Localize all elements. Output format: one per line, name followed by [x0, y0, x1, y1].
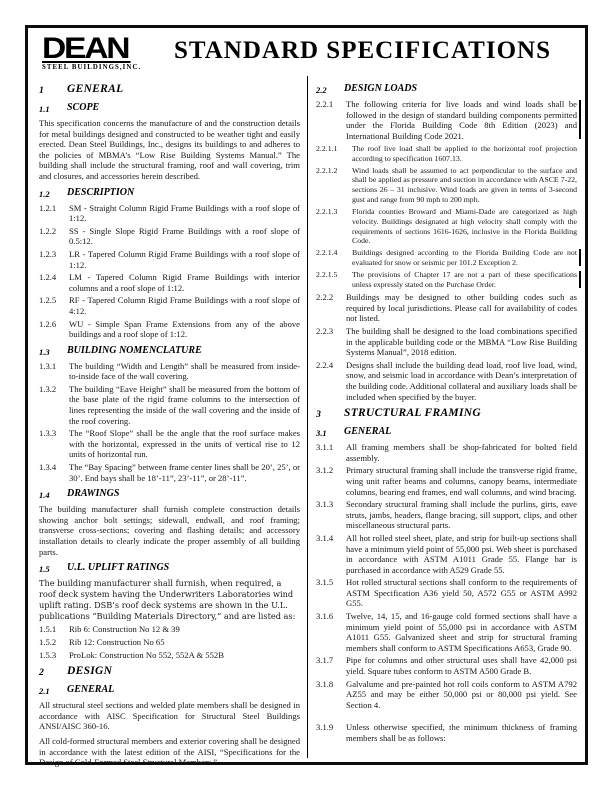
item-2.2.1 [316, 99, 577, 141]
clause-text: Florida counties Broward and Miami-Dade are categorized as high velocity. Buildings designated at high velocity shall comply with the requirements of sections 1616-1626, inclusive in the Florida Building Code. [352, 207, 577, 246]
item-1.3.4 [39, 462, 300, 483]
heading-1.4 [39, 488, 300, 501]
clause-number: 3.1 [316, 428, 327, 439]
clause-number: 1.5.3 [39, 649, 57, 660]
clause-text: ProLok: Construction No 552, 552A & 552B [69, 649, 224, 660]
item-3.1.1 [316, 442, 577, 463]
clause-text: Secondary structural framing shall include the purlins, girts, eave struts, jambs, headers, flange bracing, sill support, clips, and other miscellaneous structural parts. [346, 499, 577, 531]
dean-logo-subtitle: STEEL BUILDINGS,INC. [42, 63, 142, 71]
item-2.2.3 [316, 326, 577, 358]
clause-number: 1.3.3 [39, 428, 57, 439]
clause-number: 1.4 [39, 490, 50, 501]
clause-text: LM - Tapered Column Rigid Frame Buildings with interior columns and a roof slope of 1:12. [69, 272, 300, 293]
item-1.2.6 [39, 319, 300, 340]
clause-number: 2.2.2 [316, 292, 334, 303]
document-title: STANDARD SPECIFICATIONS [174, 37, 551, 64]
clause-text: Primary structural framing shall include the transverse rigid frame, wing unit rafter beams and columns, canopy beams, intermediate columns, bearing end frames, end wall columns, and wind bracing. [346, 465, 577, 497]
clause-number: 3.1.6 [316, 611, 334, 622]
clause-number: 3.1.2 [316, 465, 334, 476]
document-page [25, 25, 588, 768]
clause-number: 1.2.4 [39, 272, 57, 283]
clause-number: 2.2.1.1 [316, 143, 338, 153]
item-1.3.1 [39, 361, 300, 382]
clause-text: The “Roof Slope” shall be the angle that the roof surface makes with the horizontal, expressed in the units of vertical rise to 12 units of horizontal run. [69, 428, 300, 460]
clause-number: 1.2.6 [39, 318, 57, 329]
heading-2.2 [316, 83, 577, 96]
clause-text: Buildings may be designed to other building codes such as required by local jurisdictions. Please call for availability of codes not listed. [346, 292, 577, 324]
clause-number: 1.3.1 [39, 360, 57, 371]
item-3.1.3 [316, 499, 577, 531]
clause-text: Hot rolled structural sections shall conform to the requirements of ASTM Specification A36 yield 50, A572 G55 or ASTM A992 G55. [346, 577, 577, 609]
clause-text: All hot rolled steel sheet, plate, and strip for built-up sections shall have a minimum yield point of 55,000 psi. Web sheet is purchased in accordance with ASTM A1011 Grade 55. Flange bar is purchased in accordance with A529 Grade 55. [346, 532, 577, 575]
clause-number: 1.2.1 [39, 202, 57, 213]
clause-text: Designs shall include the building dead load, roof live load, wind, snow, and seismic load in accordance with Dean’s interpretation of the building code. Additional collateral and auxiliary loads shall be included when specified by the buyer. [346, 359, 577, 402]
item-3.1.9 [316, 722, 577, 743]
clause-number: 1.3.2 [39, 383, 57, 394]
item-3.1.4 [316, 533, 577, 575]
subitem-2.2.1.2 [316, 166, 577, 205]
heading-label: DESIGN [67, 665, 113, 678]
heading-label: U.L. UPLIFT RATINGS [67, 562, 170, 574]
heading-label: DESCRIPTION [67, 186, 135, 198]
item-1.2.4 [39, 272, 300, 293]
clause-text: SS - Single Slope Rigid Frame Buildings with a roof slope of 0.5:12. [69, 225, 300, 247]
clause-number: 1.2.3 [39, 248, 57, 259]
item-1.5.3 [39, 650, 300, 661]
para-left_column-24: All structural steel sections and welded plate members shall be designed in accordance with AISC Specification for Structural Steel Buildings ANSI/AISC 360-16. [39, 700, 300, 732]
subitem-2.2.1.4 [316, 248, 577, 267]
clause-text: Unless otherwise specified, the minimum thickness of framing members shall be as follows: [346, 722, 577, 743]
heading-3.1 [316, 426, 577, 439]
clause-text: Rib 6: Construction No 12 & 39 [69, 624, 180, 635]
heading-label: DESIGN LOADS [344, 83, 418, 94]
clause-text: The roof live load shall be applied to the horizontal roof projection according to specification 1607.13. [352, 143, 577, 163]
item-3.1.8 [316, 679, 577, 711]
item-1.2.3 [39, 249, 300, 270]
clause-text: The building “Eave Height” shall be measured from the bottom of the base plate of the rigid frame columns to the intersection of lines representing the inside of the wall covering and the inside of the roof covering. [69, 383, 300, 426]
clause-text: The following criteria for live loads and wind loads shall be followed in the design of standard building components permitted under the Florida Building Code 8th Edition (2023) and International Building Code 2021. [346, 99, 577, 141]
clause-number: 2.2.1.5 [316, 270, 338, 280]
clause-number: 3.1.5 [316, 577, 334, 588]
clause-number: 3.1.4 [316, 532, 334, 543]
item-3.1.6 [316, 611, 577, 653]
subitem-2.2.1.3 [316, 207, 577, 246]
para-left_column-2: This specification concerns the manufacture of and the construction details for metal buildings designed and constructed to be weather tight and easily erected. Dean Steel Buildings, Inc., designs its buildings to and adheres to the policies of MBMA’s “Low Rise Building Systems Manual.” The building shall include the structural framing, roof and wall covering, trim and closures, and accessories herein described. [39, 118, 300, 181]
heading-1.5 [39, 562, 300, 575]
heading-label: SCOPE [67, 102, 100, 113]
clause-text: LR - Tapered Column Rigid Frame Buildings with a roof slope of 1:12. [69, 248, 300, 270]
clause-text: The “Bay Spacing” between frame center lines shall be 20’, 25’, or 30’. End bays shall be 18’-11”, 23’-11”, or 28’-11”. [69, 462, 300, 483]
clause-number: 3.1.7 [316, 655, 334, 666]
item-2.2.2 [316, 292, 577, 324]
two-column-body [28, 74, 585, 768]
para-left_column-16: The building manufacturer shall furnish complete construction details showing anchor bolt settings; sidewall, endwall, and roof framing; transverse cross-sections; covering and flashing details; and accessory installation details to clearly indicate the proper assembly of all building parts. [39, 504, 300, 557]
clause-text: Wind loads shall be assumed to act perpendicular to the surface and shall be applied as pressure and suction in accordance with ASCE 7-22, sections 26 – 31 inclusive. Wind loads are given in terms of 3-second gust and range from 90 mph to 200 mph. [352, 165, 577, 204]
item-1.2.1 [39, 203, 300, 224]
left-column [38, 76, 307, 768]
clause-text: WU - Simple Span Frame Extensions from any of the above buildings and a roof slope of 1:12. [69, 318, 300, 340]
clause-number: 1.2.5 [39, 295, 57, 306]
clause-number: 2.2.1.3 [316, 207, 338, 217]
item-3.1.5 [316, 577, 577, 609]
subitem-2.2.1.5 [316, 270, 577, 289]
clause-text: SM - Straight Column Rigid Frame Buildings with a roof slope of 1:12. [69, 202, 300, 224]
clause-number: 1.2 [39, 188, 50, 199]
heading-label: GENERAL [344, 426, 392, 438]
clause-text: Rib 12: Construction No 65 [69, 636, 165, 647]
item-1.2.2 [39, 226, 300, 247]
clause-number: 2.2.4 [316, 359, 334, 370]
item-1.3.2 [39, 384, 300, 426]
heading-label: GENERAL [67, 684, 115, 696]
clause-number: 3.1.3 [316, 499, 334, 510]
clause-number: 3.1.1 [316, 442, 334, 453]
clause-text: The building shall be designed to the load combinations specified in the applicable building code or the MBMA “Low Rise Building Systems Manual”, 2018 edition. [346, 326, 577, 358]
clause-text: The provisions of Chapter 17 are not a part of these specifications unless expressly stated on the Purchase Order. [352, 270, 577, 290]
clause-number: 1.1 [39, 104, 50, 114]
clause-number: 1.5 [39, 564, 50, 575]
heading-1.1 [39, 102, 300, 115]
page-header [28, 28, 585, 74]
right-column [308, 76, 579, 758]
clause-text: Buildings designed according to the Florida Building Code are not evaluated for snow or seismic per 101.2 Exception 2. [352, 248, 577, 268]
clause-text: Galvalume and pre-painted hot roll coils conform to ASTM A792 AZ55 and may be either 50,000 psi or 80,000 psi yield. See Section 4. [346, 678, 577, 710]
clause-text: The building “Width and Length” shall be measured from inside-to-inside face of the wall covering. [69, 360, 300, 382]
heading-2.1 [39, 684, 300, 697]
dean-logo-wordmark: DEAN [42, 36, 130, 63]
item-3.1.7 [316, 655, 577, 676]
clause-text: RF - Tapered Column Rigid Frame Buildings with a roof slope of 4:12. [69, 295, 300, 316]
clause-number: 2.2.1.4 [316, 248, 338, 258]
item-3.1.2 [316, 465, 577, 497]
dean-logo [42, 31, 160, 71]
item-1.3.3 [39, 428, 300, 460]
clause-number: 3.1.8 [316, 678, 334, 689]
heading-label: GENERAL [67, 83, 124, 95]
clause-number: 1.2.2 [39, 225, 57, 236]
item-1.2.5 [39, 295, 300, 316]
clause-number: 1.3 [39, 346, 50, 357]
clause-number: 1.5.2 [39, 636, 57, 647]
clause-number: 2.2.1 [316, 99, 334, 109]
clause-number: 1.3.4 [39, 462, 57, 473]
item-2.2.4 [316, 360, 577, 402]
clause-number: 2.2 [316, 85, 327, 95]
clause-number: 1 [39, 85, 44, 96]
clause-number: 3 [316, 409, 321, 421]
clause-number: 2.2.1.2 [316, 165, 338, 175]
heading-1 [39, 83, 300, 97]
para-left_column-25: All cold-formed structural members and exterior covering shall be designed in accordance with the latest edition of the AISI, “Specifications for the Design of Cold-Formed Steel Structural Members.” [39, 735, 300, 768]
heading-label: BUILDING NOMENCLATURE [67, 344, 202, 356]
heading-3 [316, 407, 577, 421]
subitem-2.2.1.1 [316, 144, 577, 163]
heading-label: STRUCTURAL FRAMING [344, 407, 481, 420]
clause-number: 2.2.3 [316, 326, 334, 336]
heading-1.2 [39, 187, 300, 200]
clause-number: 1.5.1 [39, 624, 57, 635]
clause-text: Pipe for columns and other structural uses shall have 42,000 psi yield. Square tubes conform to ASTM A500 Grade B. [346, 655, 577, 677]
heading-label: DRAWINGS [67, 488, 120, 500]
clause-number: 2 [39, 667, 44, 679]
para_alt-left_column-18: The building manufacturer shall furnish, when required, a roof deck system having the Underwriters Laboratories wind uplift rating. DSB’s roof deck systems are shown in the U.L. publications “Building Materials Directory,” and are listed as: [39, 578, 296, 621]
clause-number: 3.1.9 [316, 722, 334, 733]
clause-number: 2.1 [39, 686, 50, 697]
heading-2 [39, 665, 300, 679]
item-1.5.1 [39, 624, 300, 635]
clause-text: Twelve, 14, 15, and 16-gauge cold formed sections shall have a minimum yield point of 55,000 psi in accordance with ASTM A1011 G55. Galvanized sheet and strip for structural framing members shall conform to ASTM Specifications A653, Grade 90. [346, 611, 577, 653]
item-1.5.2 [39, 637, 300, 648]
clause-text: All framing members shall be shop-fabricated for bolted field assembly. [346, 442, 577, 463]
heading-1.3 [39, 345, 300, 358]
